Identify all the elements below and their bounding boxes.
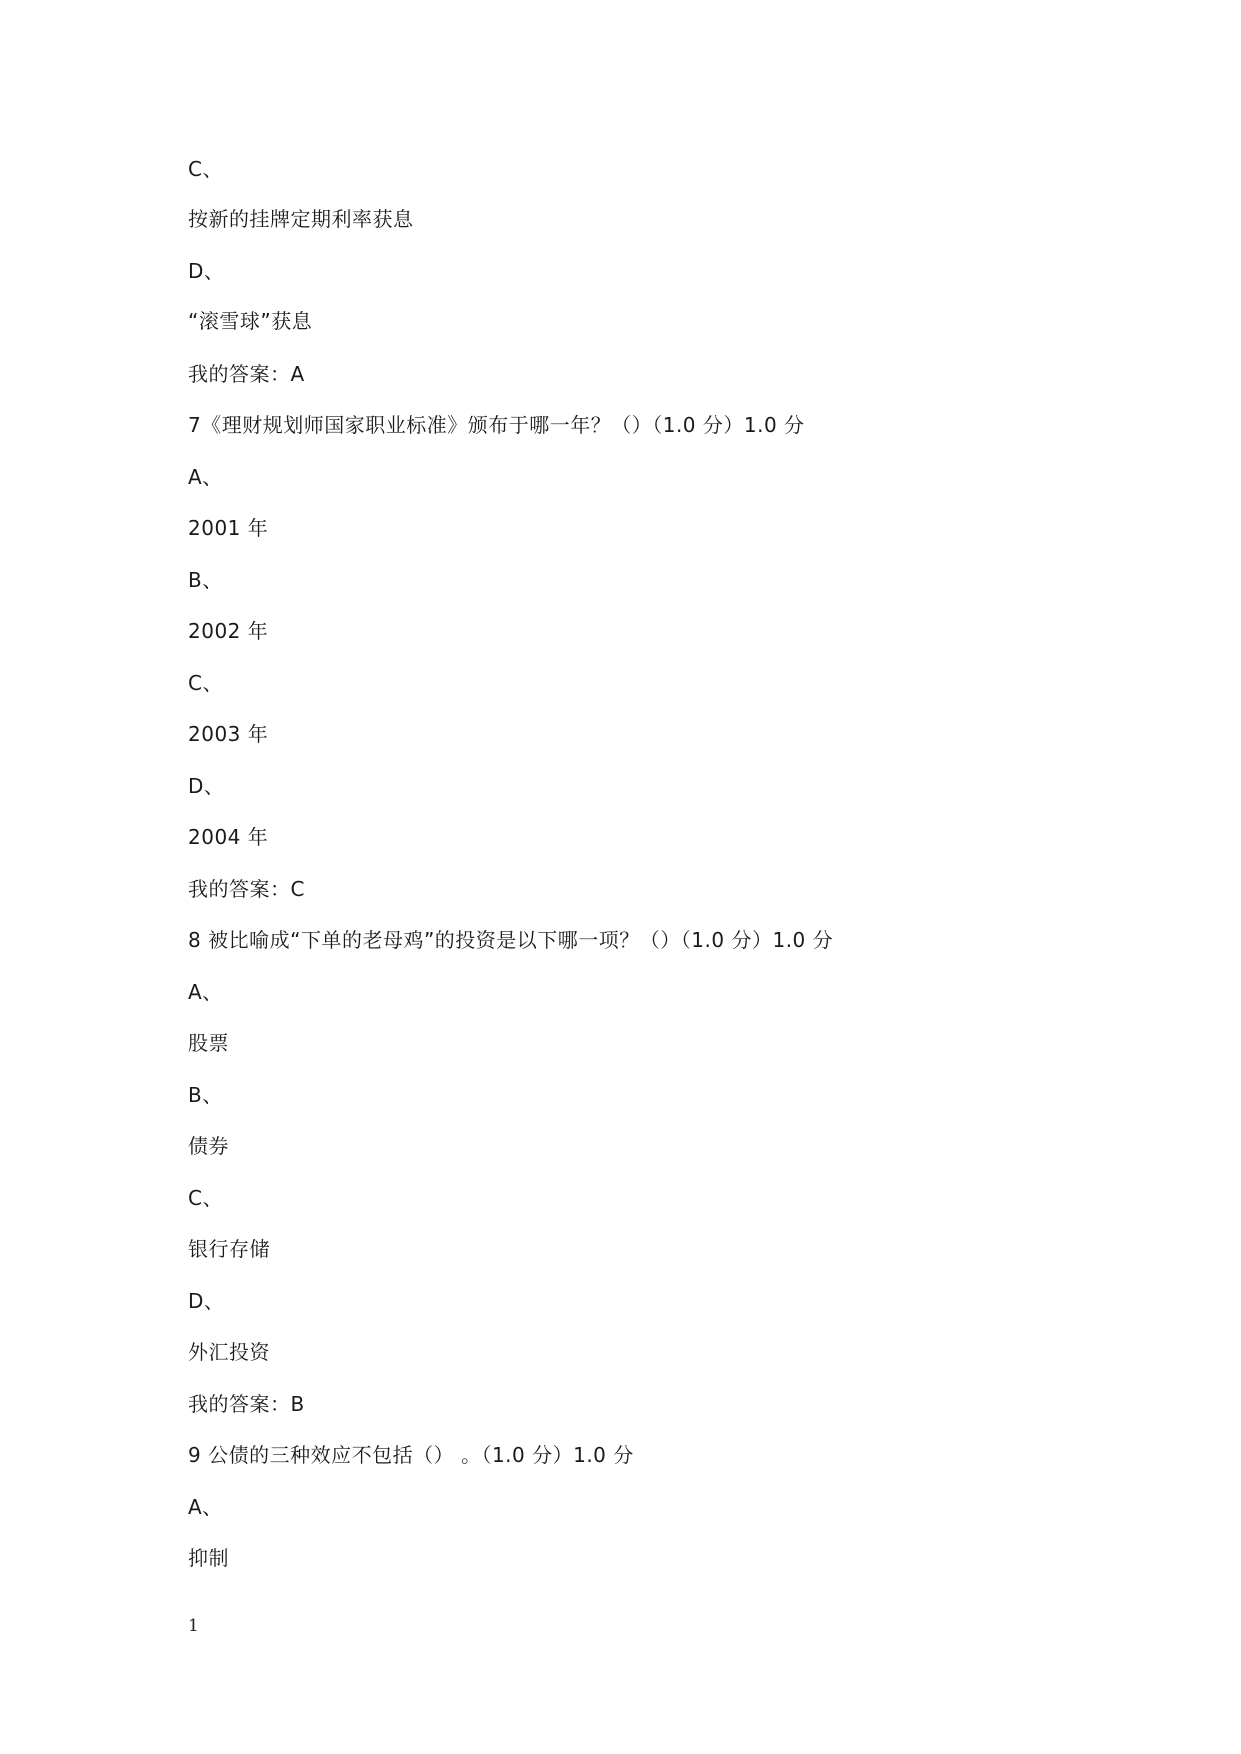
option-text: 抑制 — [188, 1546, 229, 1570]
my-answer: 我的答案：C — [188, 877, 305, 901]
option-label: A、 — [188, 980, 223, 1004]
option-text: 按新的挂牌定期利率获息 — [188, 207, 414, 231]
option-label: A、 — [188, 1495, 223, 1519]
option-label: C、 — [188, 1186, 223, 1210]
option-text: 银行存储 — [188, 1237, 270, 1261]
my-answer: 我的答案：A — [188, 362, 305, 386]
option-label: D、 — [188, 1289, 225, 1313]
option-text: 债券 — [188, 1134, 229, 1158]
option-label: A、 — [188, 465, 223, 489]
page-number: 1 — [188, 1616, 199, 1636]
option-text: 外汇投资 — [188, 1340, 270, 1364]
option-text: 2002 年 — [188, 619, 269, 643]
option-text: 2001 年 — [188, 516, 269, 540]
option-text: 2003 年 — [188, 722, 269, 746]
option-label: B、 — [188, 1083, 223, 1107]
option-label: B、 — [188, 568, 223, 592]
option-label: C、 — [188, 671, 223, 695]
question-9: 9 公债的三种效应不包括（） 。（1.0 分）1.0 分 — [188, 1443, 634, 1467]
option-text: 2004 年 — [188, 825, 269, 849]
question-8: 8 被比喻成“下单的老母鸡”的投资是以下哪一项？（）（1.0 分）1.0 分 — [188, 928, 834, 952]
option-label: D、 — [188, 774, 225, 798]
my-answer: 我的答案：B — [188, 1392, 305, 1416]
question-7: 7《理财规划师国家职业标准》颁布于哪一年？（）（1.0 分）1.0 分 — [188, 413, 805, 437]
option-text: 股票 — [188, 1031, 229, 1055]
option-label: D、 — [188, 259, 225, 283]
option-text: “滚雪球”获息 — [188, 309, 313, 333]
option-label: C、 — [188, 157, 223, 181]
